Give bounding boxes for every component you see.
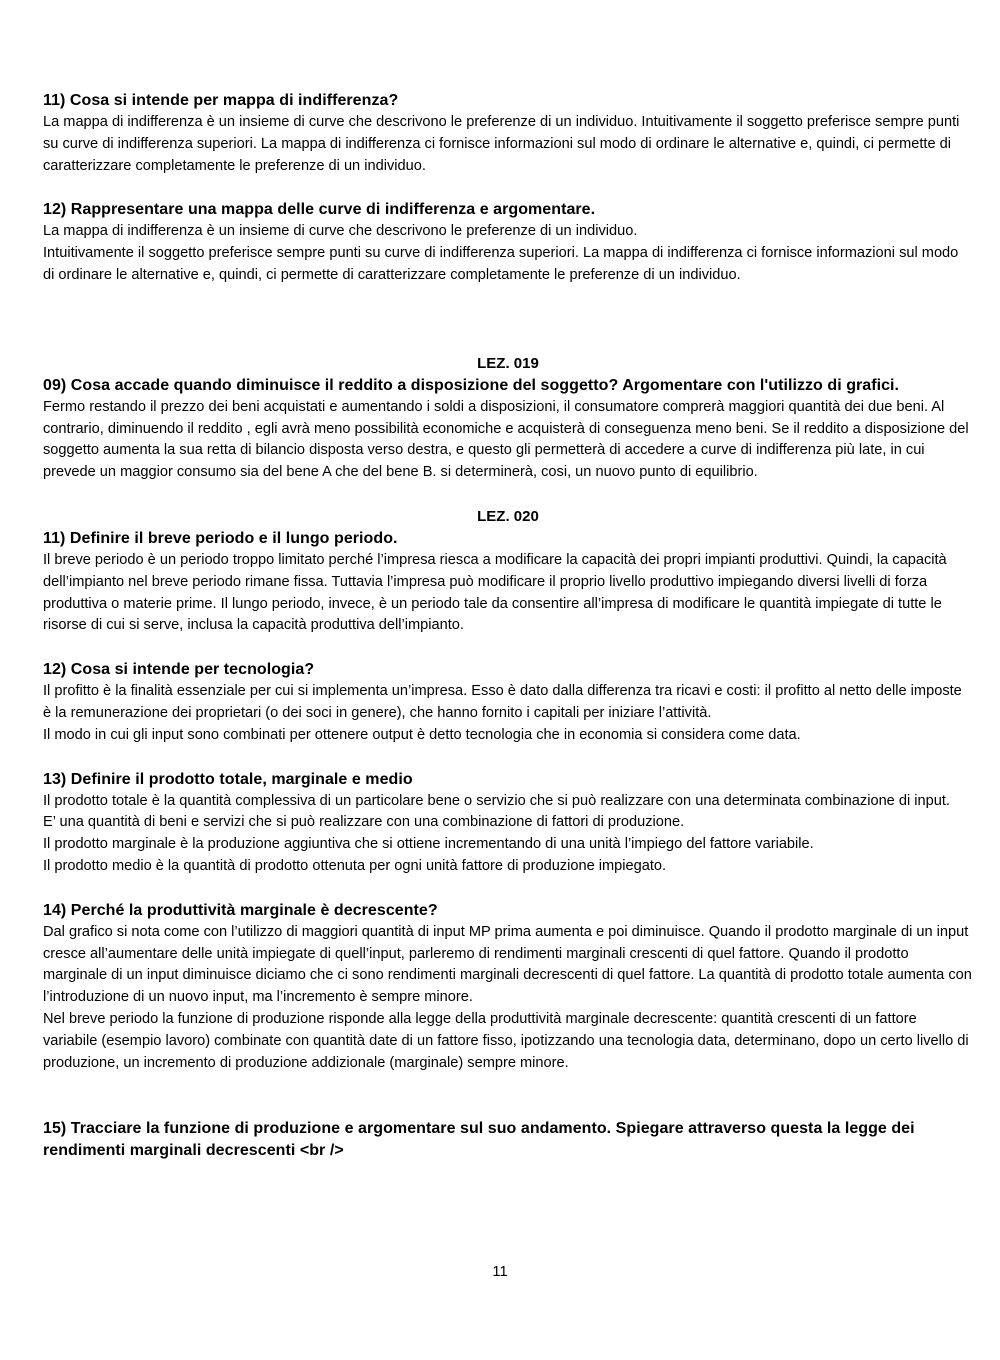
question-title: 13) Definire il prodotto totale, marginale e medio bbox=[43, 770, 413, 788]
question-block-11-periodo bbox=[43, 528, 973, 637]
question-block-12-tecnologia bbox=[43, 659, 973, 746]
answer-paragraph: Il prodotto medio è la quantità di prodotto ottenuta per ogni unità fattore di produzione impiegato. bbox=[43, 857, 667, 874]
question-block-15-funzione bbox=[43, 1118, 973, 1162]
question-title: 15) Tracciare la funzione di produzione e argomentare sul suo andamento. Spiegare attraverso questa la legge dei rendimenti marginali decrescenti <br /> bbox=[43, 1120, 915, 1160]
answer-paragraph: Il profitto è la finalità essenziale per cui si implementa un’impresa. Esso è dato dalla differenza tra ricavi e costi: il profitto al netto delle imposte è la remunerazione dei proprietari (o dei soci in genere), che hanno fornito i capitali per iniziare l’attività. bbox=[43, 683, 962, 721]
page-number: 11 bbox=[492, 1264, 508, 1280]
answer-paragraph: Il modo in cui gli input sono combinati per ottenere output è detto tecnologia che in economia si considera come data. bbox=[43, 726, 801, 743]
question-title: 12) Rappresentare una mappa delle curve di indifferenza e argomentare. bbox=[43, 201, 596, 219]
question-block-09-reddito bbox=[43, 375, 973, 484]
answer-paragraph: Il breve periodo è un periodo troppo limitato perché l’impresa riesca a modificare la capacità dei propri impianti produttivi. Quindi, la capacità dell’impianto nel breve periodo rimane fissa. Tuttavia l’impresa può modificare il proprio livello produttivo impiegando diversi livelli di forza produttiva o materie prime. Il lungo periodo, invece, è un periodo tale da consentire all’impresa di modificare le quantità impiegate di tutte le risorse di cui si serve, inclusa la capacità produttiva dell’impianto. bbox=[43, 551, 947, 634]
answer-paragraph: Il prodotto totale è la quantità complessiva di un particolare bene o servizio che si può realizzare con una determinata combinazione di input. bbox=[43, 792, 950, 809]
question-title: 12) Cosa si intende per tecnologia? bbox=[43, 661, 315, 679]
question-title: 11) Cosa si intende per mappa di indifferenza? bbox=[43, 92, 399, 109]
answer-paragraph: Nel breve periodo la funzione di produzione risponde alla legge della produttività marginale decrescente: quantità crescenti di un fattore variabile (esempio lavoro) combinate con quantità date di un fattore fisso, ipotizzando una tecnologia data, determinano, dopo un certo livello di produzione, un incremento di produzione addizionale (marginale) sempre minore. bbox=[43, 1010, 969, 1071]
question-title: 09) Cosa accade quando diminuisce il reddito a disposizione del soggetto? Argomentare con l'utilizzo di grafici. bbox=[43, 376, 900, 394]
document-page bbox=[43, 90, 973, 1162]
answer-paragraph: E’ una quantità di beni e servizi che si può realizzare con una combinazione di fattori di produzione. bbox=[43, 814, 685, 831]
question-block-11-mappa bbox=[43, 90, 973, 177]
question-title: 11) Definire il breve periodo e il lungo periodo. bbox=[43, 529, 398, 547]
question-block-13-prodotto bbox=[43, 769, 973, 878]
answer-paragraph: La mappa di indifferenza è un insieme di curve che descrivono le preferenze di un individuo. Intuitivamente il soggetto preferisce sempre punti su curve di indifferenza superiori. La mappa di indifferenza ci fornisce informazioni sul modo di ordinare le alternative e, quindi, ci permette di caratterizzare completamente le preferenze di un individuo. bbox=[43, 114, 960, 174]
answer-paragraph: Dal grafico si nota come con l’utilizzo di maggiori quantità di input MP prima aumenta e poi diminuisce. Quando il prodotto marginale di un input cresce all’aumentare delle unità impiegate di quell’input, parleremo di rendimenti marginali crescenti di quel fattore. Quando il prodotto marginale di un input diminuisce diciamo che ci sono rendimenti marginali decrescenti di quel fattore. La quantità di prodotto totale aumenta con l’introduzione di un nuovo input, ma l’incremento è sempre minore. bbox=[43, 923, 972, 1006]
question-block-12-curve bbox=[43, 199, 973, 286]
answer-paragraph: La mappa di indifferenza è un insieme di curve che descrivono le preferenze di un individuo. bbox=[43, 223, 638, 240]
answer-paragraph: Intuitivamente il soggetto preferisce sempre punti su curve di indifferenza superiori. La mappa di indifferenza ci fornisce informazioni sul modo di ordinare le alternative e, quindi, ci permette di caratterizzare completamente le preferenze di un individuo. bbox=[43, 245, 959, 283]
answer-paragraph: Fermo restando il prezzo dei beni acquistati e aumentando i soldi a disposizioni, il consumatore comprerà maggiori quantità dei due beni. Al contrario, diminuendo il reddito , egli avrà meno possibilità economiche e acquisterà di conseguenza meno beni. Se il reddito a disposizione del soggetto aumenta la sua retta di bilancio disposta verso destra, e questo gli permetterà di accedere a curve di indifferenza più late, in cui prevede un maggior consumo sia del bene A che del bene B. si determinerà, cosi, un nuovo punto di equilibrio. bbox=[43, 398, 969, 481]
answer-paragraph: Il prodotto marginale è la produzione aggiuntiva che si ottiene incrementando di una unità l’impiego del fattore variabile. bbox=[43, 836, 814, 853]
question-block-14-produttivita bbox=[43, 900, 973, 1075]
lesson-heading-020: LEZ. 020 bbox=[477, 507, 539, 525]
lesson-heading-019: LEZ. 019 bbox=[477, 354, 539, 372]
question-title: 14) Perché la produttività marginale è decrescente? bbox=[43, 901, 438, 919]
